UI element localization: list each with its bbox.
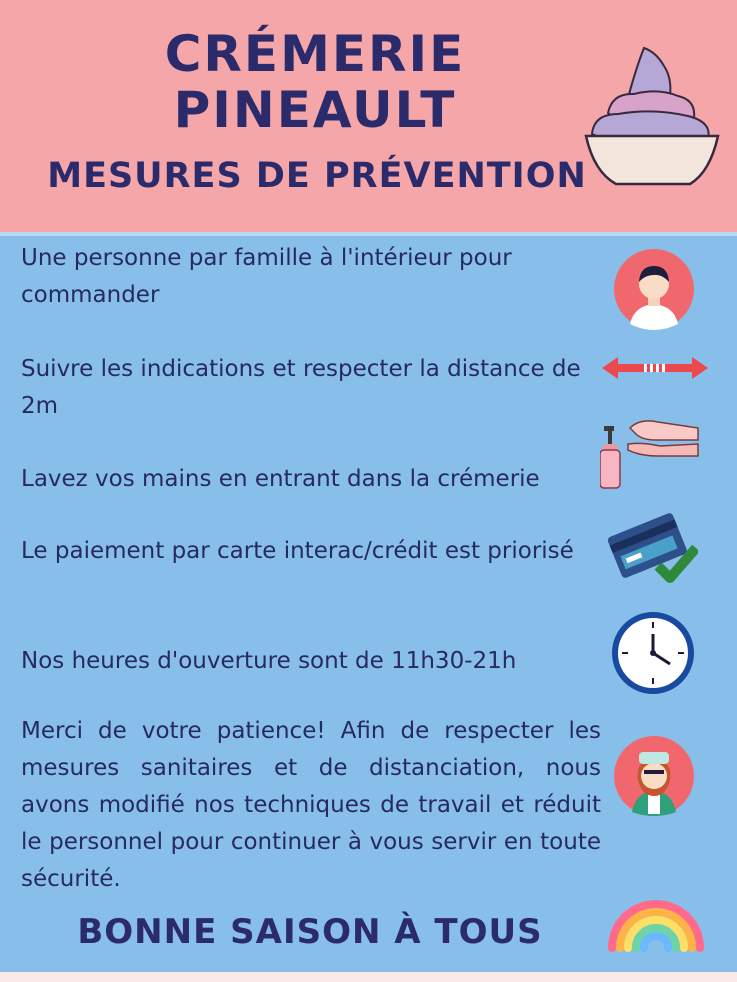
item-distance: Suivre les indications et respecter la distance de 2m [21,356,581,419]
item-thanks-message: Merci de votre patience! Afin de respecter les mesures sanitaires et de distanciation, nous avons modifié nos techniques de travail et réduit le personnel pour continuer à vous servir en toute sécurité. [21,718,601,892]
rainbow-icon [604,876,708,952]
distance-arrow-icon [602,356,708,380]
worker-icon [614,736,694,816]
clock-icon [612,612,694,694]
credit-card-icon [606,508,698,590]
title-line-2: PINEAULT [173,81,457,139]
hand-sanitizer-icon [600,410,700,490]
item-one-person: Une personne par famille à l'intérieur pour commander [21,245,512,308]
bottom-strip [0,972,737,982]
item-hours: Nos heures d'ouverture sont de 11h30-21h [21,648,517,674]
item-payment: Le paiement par carte interac/crédit est priorisé [21,538,574,564]
title-line-1: CRÉMERIE [164,25,466,83]
item-wash-hands: Lavez vos mains en entrant dans la crémerie [21,466,540,492]
subtitle: MESURES DE PRÉVENTION [47,156,587,196]
person-icon [614,248,694,330]
ice-cream-icon [578,38,726,198]
header-divider [0,232,737,236]
footer-message: BONNE SAISON À TOUS [77,912,543,952]
